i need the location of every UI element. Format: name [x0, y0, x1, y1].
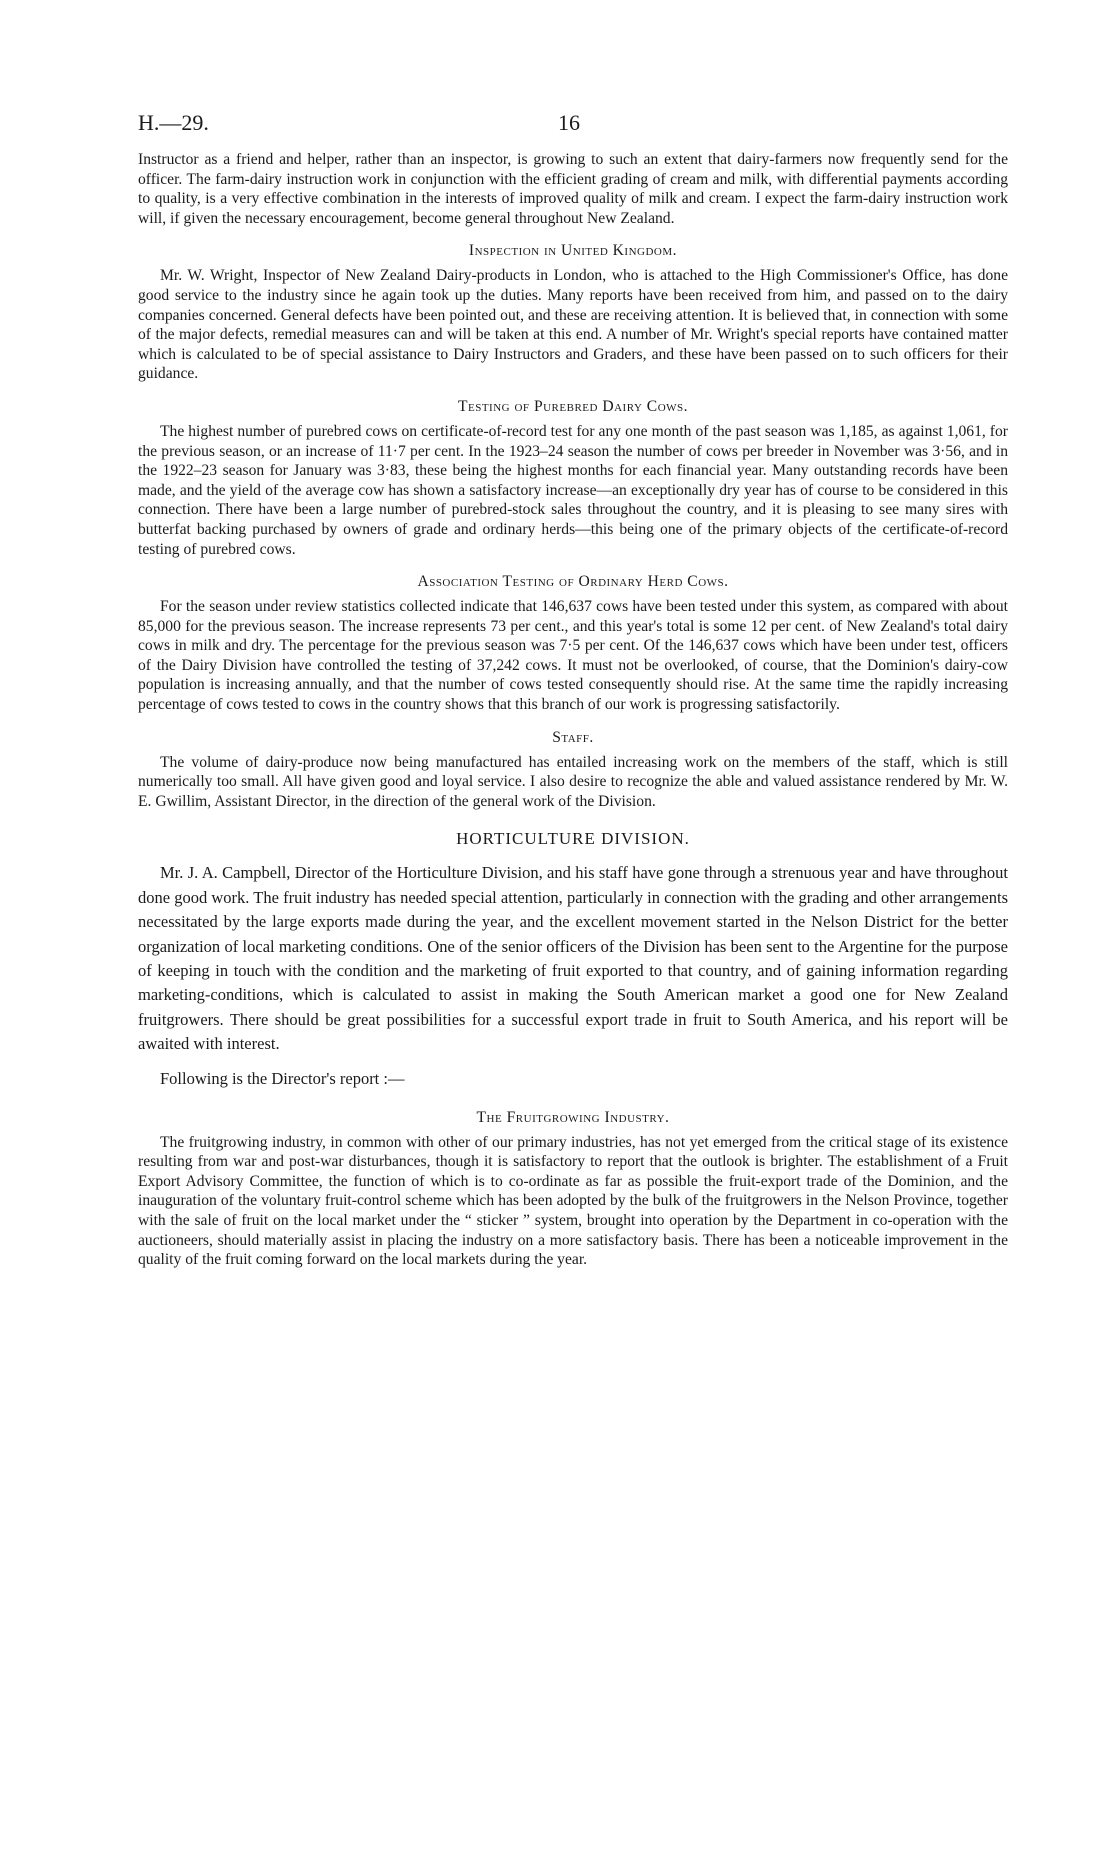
testing-heading: Testing of Purebred Dairy Cows. [457, 397, 689, 415]
fruitgrowing-heading: The Fruitgrowing Industry. [476, 1108, 670, 1126]
testing-paragraph: The highest number of purebred cows on certificate-of-record test for any one month of the past season was 1,185, as against 1,061, for the previous season, or an increase of 11·7 per cent. In the 1923–24 season the number of cows per breeder in November was 3·56, and in the 1922–23 season for January was 3·83, these being the highest months for each financial year. Many outstanding records have been made, and the yield of the average cow has shown a satisfactory increase—an exceptionally dry year has of course to be considered in this connection. There have been a large number of purebred-stock sales throughout the country, and it is pleasing to see many sires with butterfat backing purchased by owners of grade and ordinary herds—this being one of the primary objects of the certificate-of-record testing of purebred cows. [138, 422, 1008, 558]
intro-paragraph: Instructor as a friend and helper, rather than an inspector, is growing to such an extent that dairy-farmers now frequently send for the officer. The farm-dairy instruction work in conjunction with the efficient grading of cream and milk, with differential payments according to quality, is a very effective combination in the interests of improved quality of milk and cream. I expect the farm-dairy instruction work will, if given the necessary encouragement, become general throughout New Zealand. [138, 151, 1008, 227]
horticulture-paragraph: Mr. J. A. Campbell, Director of the Horticulture Division, and his staff have gone through a strenuous year and have throughout done good work. The fruit industry has needed special attention, particularly in connection with the grading and other arrangements necessitated by the large exports made during the year, and the excellent movement started in the Nelson District for the better organization of local marketing conditions. One of the senior officers of the Division has been sent to the Argentine for the purpose of keeping in touch with the condition and the marketing of fruit exported to that country, and of gaining information regarding marketing-conditions, which is calculated to assist in making the South American market a good one for New Zealand fruitgrowers. There should be great possibilities for a successful export trade in fruit to South America, and his report will be awaited with interest. [138, 863, 1008, 1054]
association-heading: Association Testing of Ordinary Herd Cows. [417, 573, 729, 591]
inspection-heading: Inspection in United Kingdom. [468, 242, 678, 260]
fruitgrowing-paragraph: The fruitgrowing industry, in common with other of our primary industries, has not yet emerged from the critical stage of its existence resulting from war and post-war disturbances, though it is satisfactory to report that the outlook is brighter. The establishment of a Fruit Export Advisory Committee, the function of which is to co-ordinate as far as possible the fruit-export trade of the Dominion, and the inauguration of the voluntary fruit-control scheme which has been adopted by the bulk of the fruitgrowers in the Nelson Province, together with the sale of fruit on the local market under the “ sticker ” system, brought into operation by the Department in co-operation with the auctioneers, should materially assist in placing the industry on a more satisfactory basis. There has been a noticeable improvement in the quality of the fruit coming forward on the local markets during the year. [138, 1133, 1008, 1269]
staff-heading: Staff. [552, 728, 594, 746]
document-page [138, 0, 1008, 1270]
page-number: 16 [558, 110, 580, 135]
association-paragraph: For the season under review statistics collected indicate that 146,637 cows have been tested under this system, as compared with about 85,000 for the previous season. The increase represents 73 per cent., and this year's total is some 12 per cent. of New Zealand's total dairy cows in milk and dry. The percentage for the previous season was 7·5 per cent. Of the 146,637 cows which have been under test, officers of the Dairy Division have controlled the testing of 37,242 cows. It must not be overlooked, of course, that the Dominion's dairy-cow population is increasing annually, and that the number of cows tested consequently should rise. At the same time the rapidly increasing percentage of cows tested to cows in the country shows that this branch of our work is progressing satisfactorily. [138, 598, 1008, 714]
inspection-paragraph: Mr. W. Wright, Inspector of New Zealand Dairy-products in London, who is attached to the High Commissioner's Office, has done good service to the industry since he again took up the duties. Many reports have been received from him, and passed on to the dairy companies concerned. General defects have been pointed out, and these are receiving attention. It is believed that, in connection with some of the major defects, remedial measures can and will be taken at this end. A number of Mr. Wright's special reports have contained matter which is calculated to be of special assistance to Dairy Instructors and Graders, and these have been passed on to such officers for their guidance. [138, 267, 1008, 383]
following-line: Following is the Director's report :— [160, 1068, 405, 1088]
document-reference: H.—29. [138, 110, 209, 135]
page-header [138, 0, 1008, 150]
horticulture-division-heading: HORTICULTURE DIVISION. [456, 829, 690, 849]
staff-paragraph: The volume of dairy-produce now being manufactured has entailed increasing work on the members of the staff, which is still numerically too small. All have given good and loyal service. I also desire to recognize the able and valued assistance rendered by Mr. W. E. Gwillim, Assistant Director, in the direction of the general work of the Division. [138, 753, 1008, 810]
